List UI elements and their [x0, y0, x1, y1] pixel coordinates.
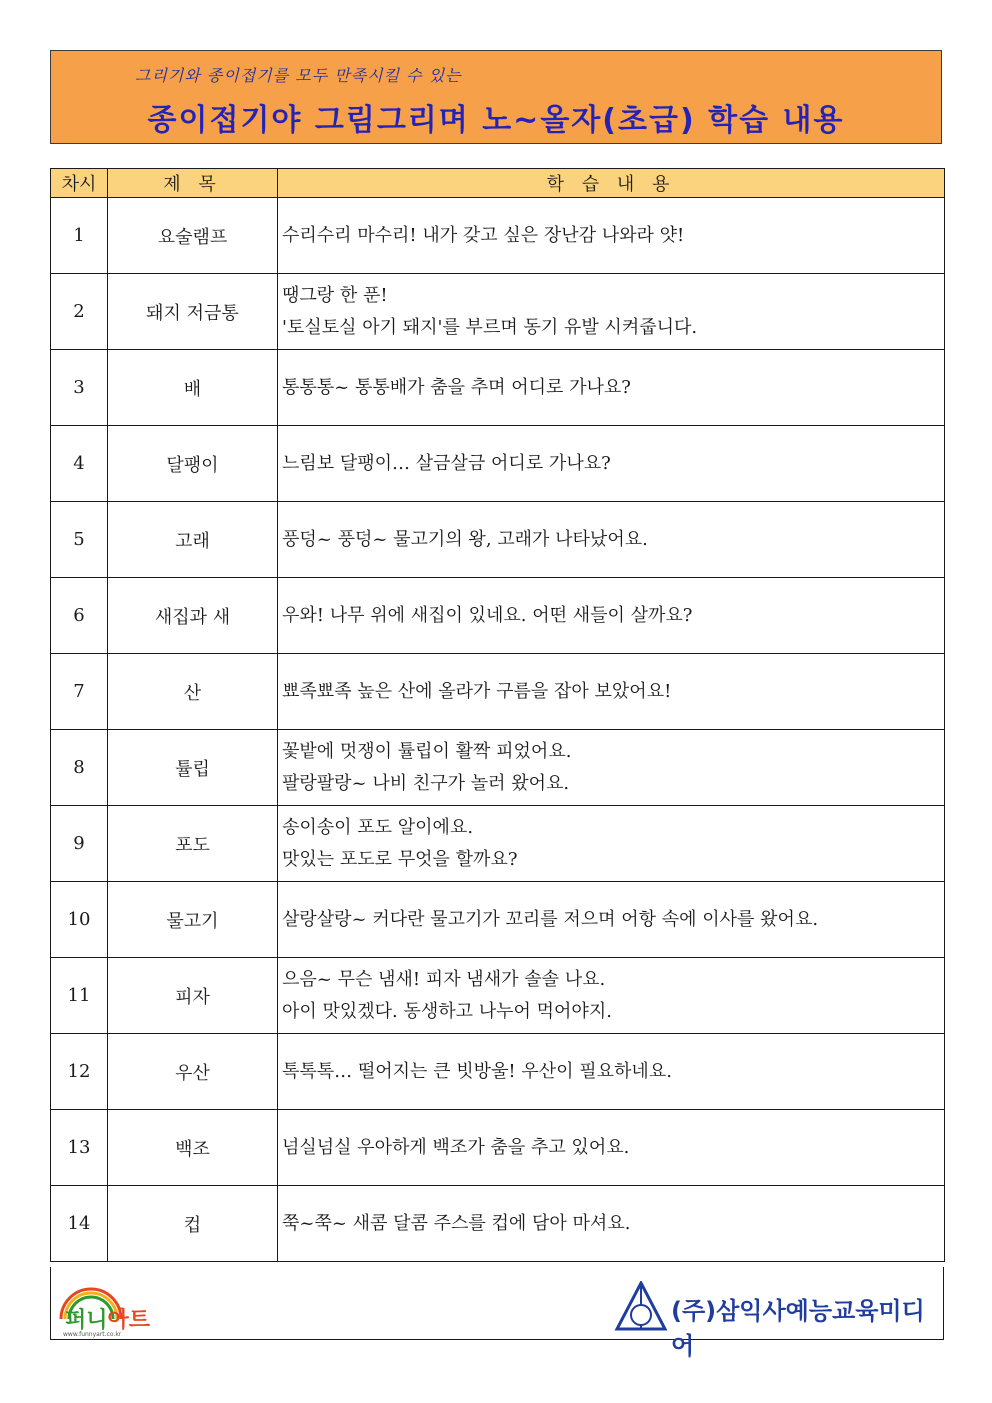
table-header-row — [51, 169, 945, 198]
footer — [50, 1267, 944, 1360]
lesson-content — [278, 1186, 945, 1262]
funnyart-logo — [55, 1283, 185, 1338]
table-row — [51, 350, 945, 426]
content-line: '토실토실 아기 돼지'를 부르며 동기 유발 시켜줍니다. — [282, 316, 698, 338]
table-body — [51, 198, 945, 1262]
session-number: 8 — [51, 730, 108, 806]
content-line: 으음~ 무슨 냄새! 피자 냄새가 솔솔 나요. — [282, 968, 606, 990]
lesson-content — [278, 274, 945, 350]
session-number: 11 — [51, 958, 108, 1034]
lesson-content — [278, 502, 945, 578]
content-line: 송이송이 포도 알이에요. — [282, 816, 474, 838]
lesson-content — [278, 958, 945, 1034]
content-line: 팔랑팔랑~ 나비 친구가 놀러 왔어요. — [282, 772, 570, 794]
table-row — [51, 1110, 945, 1186]
lesson-content — [278, 426, 945, 502]
lesson-title: 새집과 새 — [108, 578, 278, 654]
session-number: 13 — [51, 1110, 108, 1186]
lesson-title: 물고기 — [108, 882, 278, 958]
table-row — [51, 198, 945, 274]
lesson-title: 고래 — [108, 502, 278, 578]
lesson-content — [278, 654, 945, 730]
session-number: 2 — [51, 274, 108, 350]
banner-title: 종이접기야 그림그리며 노~올자(초급) 학습 내용 — [147, 103, 845, 138]
table-row — [51, 502, 945, 578]
session-number: 5 — [51, 502, 108, 578]
lesson-content — [278, 1034, 945, 1110]
lesson-title: 컵 — [108, 1186, 278, 1262]
funnyart-url: www.funnyart.co.kr — [63, 1331, 122, 1338]
session-number: 6 — [51, 578, 108, 654]
session-number: 10 — [51, 882, 108, 958]
content-line: 넘실넘실 우아하게 백조가 춤을 추고 있어요. — [282, 1136, 630, 1158]
table-row — [51, 730, 945, 806]
lesson-title: 튤립 — [108, 730, 278, 806]
lesson-title: 요술램프 — [108, 198, 278, 274]
title-banner — [50, 50, 942, 144]
content-line: 아이 맛있겠다. 동생하고 나누어 먹어야지. — [282, 1000, 612, 1022]
session-number: 9 — [51, 806, 108, 882]
banner-subtitle: 그리기와 종이접기를 모두 만족시킬 수 있는 — [135, 66, 462, 85]
session-number: 14 — [51, 1186, 108, 1262]
lesson-title: 배 — [108, 350, 278, 426]
table-row — [51, 274, 945, 350]
lesson-content — [278, 350, 945, 426]
content-line: 톡톡톡… 떨어지는 큰 빗방울! 우산이 필요하네요. — [282, 1060, 672, 1082]
content-line: 통통통~ 통통배가 춤을 추며 어디로 가나요? — [282, 376, 631, 398]
content-line: 꽃밭에 멋쟁이 튤립이 활짝 피었어요. — [282, 740, 572, 762]
content-line: 쭉~쭉~ 새콤 달콤 주스를 컵에 담아 마셔요. — [282, 1212, 631, 1234]
lesson-title: 피자 — [108, 958, 278, 1034]
session-number: 12 — [51, 1034, 108, 1110]
session-number: 1 — [51, 198, 108, 274]
table-row — [51, 578, 945, 654]
samik-wordmark: (주)삼익사예능교육미디어 — [671, 1297, 925, 1360]
header-content: 학 습 내 용 — [278, 169, 945, 198]
lesson-title: 산 — [108, 654, 278, 730]
content-line: 맛있는 포도로 무엇을 할까요? — [282, 848, 518, 870]
content-line: 우와! 나무 위에 새집이 있네요. 어떤 새들이 살까요? — [282, 604, 693, 626]
lesson-title: 백조 — [108, 1110, 278, 1186]
table-row — [51, 1034, 945, 1110]
header-title: 제 목 — [108, 169, 278, 198]
content-line: 살랑살랑~ 커다란 물고기가 꼬리를 저으며 어항 속에 이사를 왔어요. — [282, 908, 819, 930]
funnyart-word-1: 퍼니 — [65, 1308, 108, 1333]
table-row — [51, 1186, 945, 1262]
lesson-content — [278, 806, 945, 882]
funnyart-wordmark — [65, 1303, 150, 1334]
lesson-title: 우산 — [108, 1034, 278, 1110]
samik-logo — [613, 1281, 933, 1360]
table-row — [51, 654, 945, 730]
lesson-content — [278, 1110, 945, 1186]
session-number: 3 — [51, 350, 108, 426]
lesson-title: 달팽이 — [108, 426, 278, 502]
lesson-content — [278, 730, 945, 806]
content-line: 땡그랑 한 푼! — [282, 284, 388, 306]
lesson-table — [50, 168, 945, 1262]
content-line: 느림보 달팽이… 살금살금 어디로 가나요? — [282, 452, 611, 474]
table-row — [51, 806, 945, 882]
lesson-content — [278, 198, 945, 274]
samik-emblem-icon — [613, 1281, 669, 1333]
lesson-content — [278, 882, 945, 958]
table-row — [51, 426, 945, 502]
lesson-content — [278, 578, 945, 654]
content-line: 뾰족뾰족 높은 산에 올라가 구름을 잡아 보았어요! — [282, 680, 672, 702]
lesson-title: 돼지 저금통 — [108, 274, 278, 350]
table-row — [51, 882, 945, 958]
lesson-title: 포도 — [108, 806, 278, 882]
content-line: 수리수리 마수리! 내가 갖고 싶은 장난감 나와라 얏! — [282, 224, 685, 246]
funnyart-word-2: 아트 — [107, 1308, 151, 1333]
session-number: 7 — [51, 654, 108, 730]
table-row — [51, 958, 945, 1034]
header-session: 차시 — [51, 169, 108, 198]
content-line: 풍덩~ 풍덩~ 물고기의 왕, 고래가 나타났어요. — [282, 528, 648, 550]
session-number: 4 — [51, 426, 108, 502]
